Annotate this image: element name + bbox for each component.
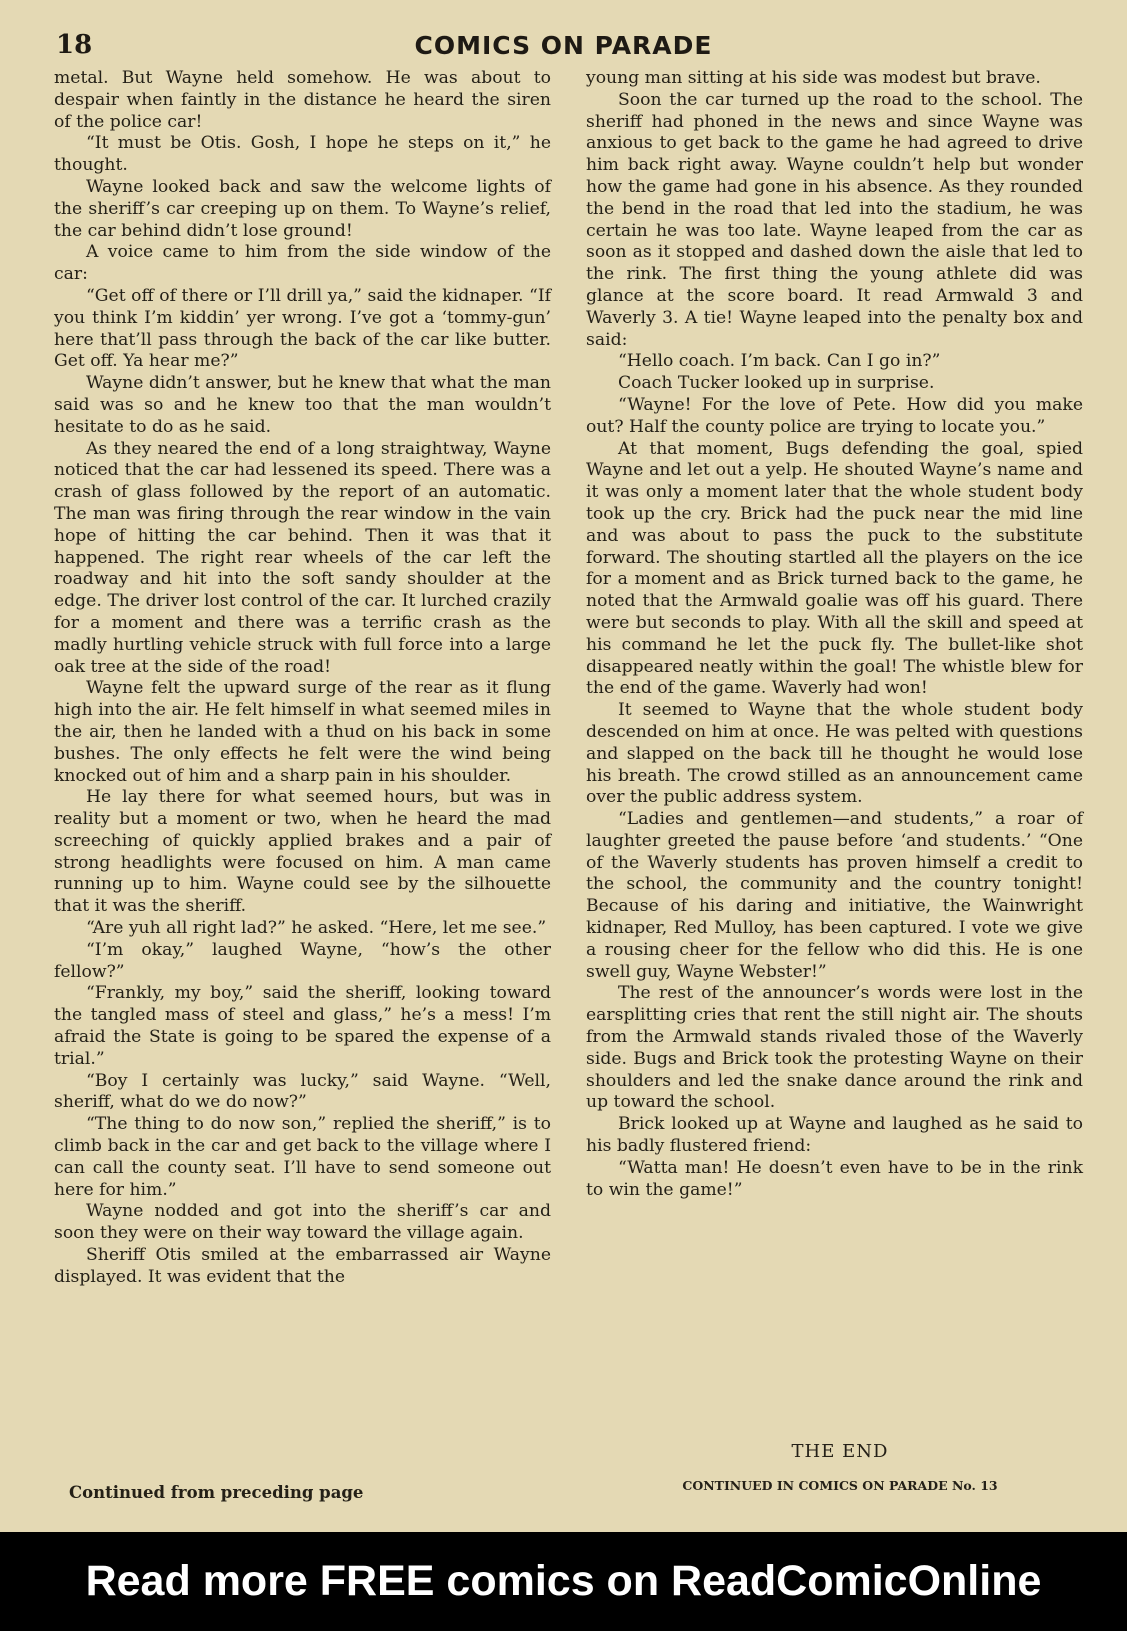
paragraph: “Ladies and gentlemen—and students,” a roar of laughter greeted the pause before ‘and students.’ “One of the Waverly students has proven himself a credit to the school, the community and the country tonight! Because of his daring and initiative, the Wainwright kidnaper, Red Mulloy, has been captured. I vote we give a rousing cheer for the fellow who did this. He is one swell guy, Wayne Webster!”: [586, 809, 1083, 982]
left-column: [54, 68, 551, 1289]
magazine-title: COMICS ON PARADE: [414, 31, 713, 60]
paragraph: As they neared the end of a long straightway, Wayne noticed that the car had lessened its speed. There was a crash of glass followed by the report of an automatic. The man was firing through the rear window in the vain hope of hitting the car behind. Then it was that it happened. The right rear wheels of the car left the roadway and hit into the soft sandy shoulder at the edge. The driver lost control of the car. It lurched crazily for a moment and there was a terrific crash as the madly hurtling vehicle struck with full force into a large oak tree at the side of the road!: [54, 438, 551, 677]
paragraph: Wayne looked back and saw the welcome lights of the sheriff’s car creeping up on them. To Wayne’s relief, the car behind didn’t lose ground!: [54, 176, 551, 241]
paragraph: “It must be Otis. Gosh, I hope he steps on it,” he thought.: [54, 133, 551, 176]
paragraph: Wayne didn’t answer, but he knew that what the man said was so and he knew too that the man wouldn’t hesitate to do as he said.: [54, 373, 551, 437]
promo-banner[interactable]: Read more FREE comics on ReadComicOnline: [0, 1532, 1127, 1631]
paragraph: “Are yuh all right lad?” he asked. “Here, let me see.”: [86, 918, 547, 939]
the-end-label: THE END: [791, 1441, 889, 1462]
paragraph: Brick looked up at Wayne and laughed as he said to his badly flustered friend:: [586, 1114, 1083, 1157]
paragraph: “Watta man! He doesn’t even have to be in the rink to win the game!”: [586, 1157, 1083, 1200]
paragraph: Soon the car turned up the road to the school. The sheriff had phoned in the news and since Wayne was anxious to get back to the game he had agreed to drive him back right away. Wayne couldn’t help but wonder how the game had gone in his absence. As they rounded the bend in the road that led into the stadium, he was certain he was too late. Wayne leaped from the car as soon as it stopped and dashed down the aisle that led to the rink. The first thing the young athlete did was glance at the score board. It read Armwald 3 and Waverly 3. A tie! Wayne leaped into the penalty box and said:: [586, 89, 1083, 350]
paragraph: The rest of the announcer’s words were lost in the earsplitting cries that rent the still night air. The shouts from the Armwald stands rivaled those of the Waverly side. Bugs and Brick took the protesting Wayne on their shoulders and led the snake dance around the rink and up toward the school.: [586, 983, 1083, 1113]
continued-in-note: CONTINUED IN COMICS ON PARADE No. 13: [682, 1478, 998, 1493]
continued-from-note: Continued from preceding page: [69, 1483, 364, 1502]
paragraph: It seemed to Wayne that the whole student body descended on him at once. He was pelted with questions and slapped on the back till he thought he would lose his breath. The crowd stilled as an announcement came over the public address system.: [586, 700, 1083, 808]
paragraph: “I’m okay,” laughed Wayne, “how’s the other fellow?”: [54, 939, 551, 982]
paragraph: “Wayne! For the love of Pete. How did you make out? Half the county police are trying to locate you.”: [586, 394, 1083, 437]
paragraph: “Frankly, my boy,” said the sheriff, looking toward the tangled mass of steel and glass,” he’s a mess! I’m afraid the State is going to be spared the expense of a trial.”: [54, 983, 551, 1069]
paragraph: Wayne nodded and got into the sheriff’s car and soon they were on their way toward the village again.: [54, 1201, 551, 1244]
paragraph: At that moment, Bugs defending the goal, spied Wayne and let out a yelp. He shouted Wayne’s name and it was only a moment later that the whole student body took up the cry. Brick had the puck near the mid line and was about to pass the puck to the substitute forward. The shouting startled all the players on the ice for a moment and as Brick turned back to the game, he noted that the Armwald goalie was off his guard. There were but seconds to play. With all the skill and speed at his command he let the puck fly. The bullet-like shot disappeared neatly within the goal! The whistle blew for the end of the game. Waverly had won!: [586, 438, 1083, 699]
paragraph: Wayne felt the upward surge of the rear as it flung high into the air. He felt himself in what seemed miles in the air, then he landed with a thud on his back in some bushes. The only effects he felt were the wind being knocked out of him and a sharp pain in his shoulder.: [54, 678, 551, 786]
paragraph: “Boy I certainly was lucky,” said Wayne. “Well, sheriff, what do we do now?”: [54, 1070, 551, 1113]
paragraph: young man sitting at his side was modest but brave.: [586, 68, 1041, 88]
paragraph: Coach Tucker looked up in surprise.: [618, 373, 935, 394]
paragraph: “The thing to do now son,” replied the sheriff,” is to climb back in the car and get back to the village where I can call the county seat. I’ll have to send someone out here for him.”: [54, 1114, 551, 1200]
paragraph: “Hello coach. I’m back. Can I go in?”: [618, 351, 941, 372]
paragraph: A voice came to him from the side window of the car:: [54, 242, 551, 285]
paragraph: metal. But Wayne held somehow. He was about to despair when faintly in the distance he heard the siren of the police car!: [54, 68, 551, 132]
paragraph: Sheriff Otis smiled at the embarrassed air Wayne displayed. It was evident that the: [54, 1245, 551, 1287]
paragraph: “Get off of there or I’ll drill ya,” said the kidnaper. “If you think I’m kiddin’ yer wrong. I’ve got a ‘tommy-gun’ here that’ll pass through the back of the car like butter. Get off. Ya hear me?”: [54, 285, 551, 372]
right-column: [586, 68, 1083, 1201]
page-number: 18: [56, 30, 93, 60]
paragraph: He lay there for what seemed hours, but was in reality but a moment or two, when he heard the mad screeching of quickly applied brakes and a pair of strong headlights were focused on him. A man came running up to him. Wayne could see by the silhouette that it was the sheriff.: [54, 787, 551, 917]
